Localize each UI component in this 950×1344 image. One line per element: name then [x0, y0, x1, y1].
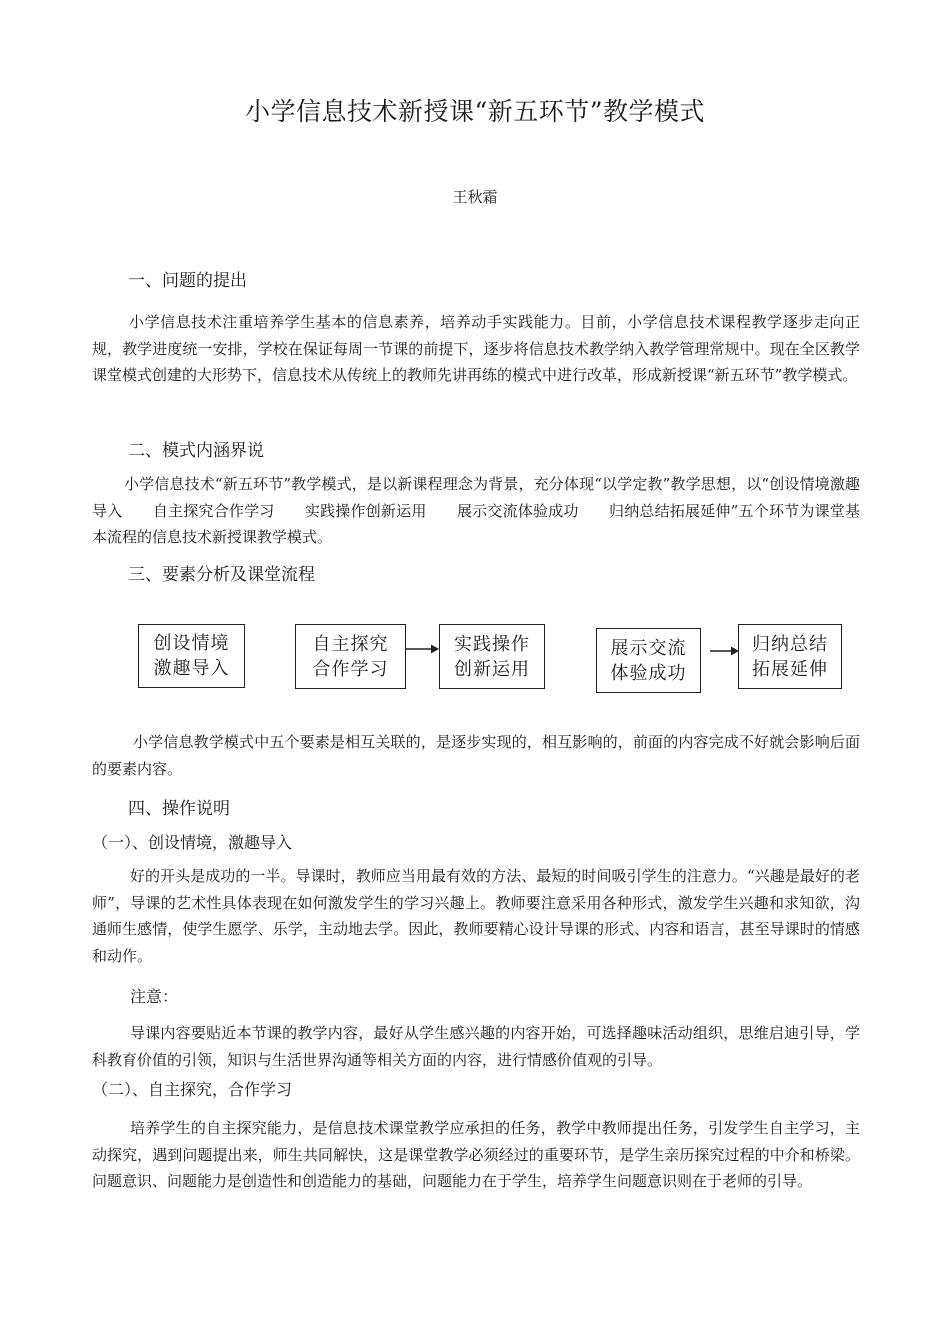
- section-heading-operation: 四、操作说明: [128, 799, 230, 819]
- paragraph-note: 导课内容要贴近本节课的教学内容，最好从学生感兴趣的内容开始，可选择趣味活动组织，思维启迪引导，学科教育价值的引领，知识与生活世界沟通等相关方面的内容，进行情感价值观的引导。: [92, 1024, 860, 1069]
- flow-box-1-line2: 激趣导入: [153, 658, 230, 679]
- flow-box-5-line1: 归纳总结: [752, 633, 828, 655]
- flow-arrow-2-3: [406, 643, 440, 655]
- paragraph-elements-relation: 小学信息教学模式中五个要素是相互关联的，是逐步实现的，相互影响的，前面的内容完成不好就会影响后面的要素内容。: [92, 733, 860, 778]
- flow-box-4: [596, 628, 701, 693]
- author-name: 王秋霜: [452, 188, 498, 206]
- section-heading-model-definition: 二、模式内涵界说: [128, 441, 264, 461]
- paragraph-subsection-2: 培养学生的自主探究能力，是信息技术课堂教学应承担的任务，教学中教师提出任务，引发学生自主学习，主动探究，遇到问题提出来，师生共同解快，这是课堂教学必须经过的重要环节，是学生亲历探究过程的中介和桥梁。问题意识、问题能力是创造性和创造能力的基础，问题能力在于学生，培养学生问题意识则在于老师的引导。: [92, 1119, 860, 1190]
- paragraph-problem: 小学信息技术注重培养学生基本的信息素养，培养动手实践能力。目前，小学信息技术课程教学逐步走向正规，教学进度统一安排，学校在保证每周一节课的前提下，逐步将信息技术教学纳入教学管理常规中。现在全区教学课堂模式创建的大形势下，信息技术从传统上的教师先讲再练的模式中进行改革，形成新授课“新五环节”教学模式。: [92, 313, 860, 384]
- flow-box-3-line2: 创新运用: [454, 658, 530, 680]
- subsection-heading-1: （一）、创设情境，激趣导入: [92, 833, 293, 852]
- flow-box-3-line1: 实践操作: [454, 633, 530, 655]
- flow-box-5: [738, 624, 842, 689]
- flow-box-1-line1: 创设情境: [153, 633, 230, 654]
- flow-box-2-line1: 自主探究: [312, 633, 389, 655]
- flow-box-2-line2: 合作学习: [312, 658, 389, 680]
- flow-arrow-4-5: [710, 645, 740, 657]
- flow-box-2: [295, 624, 406, 689]
- section-heading-problem: 一、问题的提出: [128, 271, 247, 291]
- note-label: 注意：: [130, 987, 179, 1006]
- flow-box-3: [439, 624, 545, 689]
- subsection-heading-2: （二）、自主探究，合作学习: [92, 1080, 293, 1099]
- flow-box-4-line1: 展示交流: [610, 637, 687, 659]
- flow-box-4-line2: 体验成功: [610, 662, 687, 684]
- flow-box-1: [138, 624, 245, 688]
- paragraph-model-definition: 小学信息技术“新五环节”教学模式，是以新课程理念为背景，充分体现“以学定教”教学思想，以“创设情境激趣导入 自主探究合作学习 实践操作创新运用 展示交流体验成功 归纳总结拓展延伸”五个环节为课堂基本流程的信息技术新授课教学模式。: [92, 475, 860, 546]
- flow-box-5-line2: 拓展延伸: [752, 658, 828, 680]
- section-heading-elements-flow: 三、要素分析及课堂流程: [128, 565, 315, 585]
- paragraph-subsection-1: 好的开头是成功的一半。导课时，教师应当用最有效的方法、最短的时间吸引学生的注意力。“兴趣是最好的老师”，导课的艺术性具体表现在如何激发学生的学习兴趣上。教师要注意采用各种形式，激发学生兴趣和求知欲，沟通师生感情，使学生愿学、乐学，主动地去学。因此，教师要精心设计导课的形式、内容和语言，甚至导课时的情感和动作。: [92, 867, 860, 965]
- page-title: 小学信息技术新授课“新五环节”教学模式: [244, 97, 706, 126]
